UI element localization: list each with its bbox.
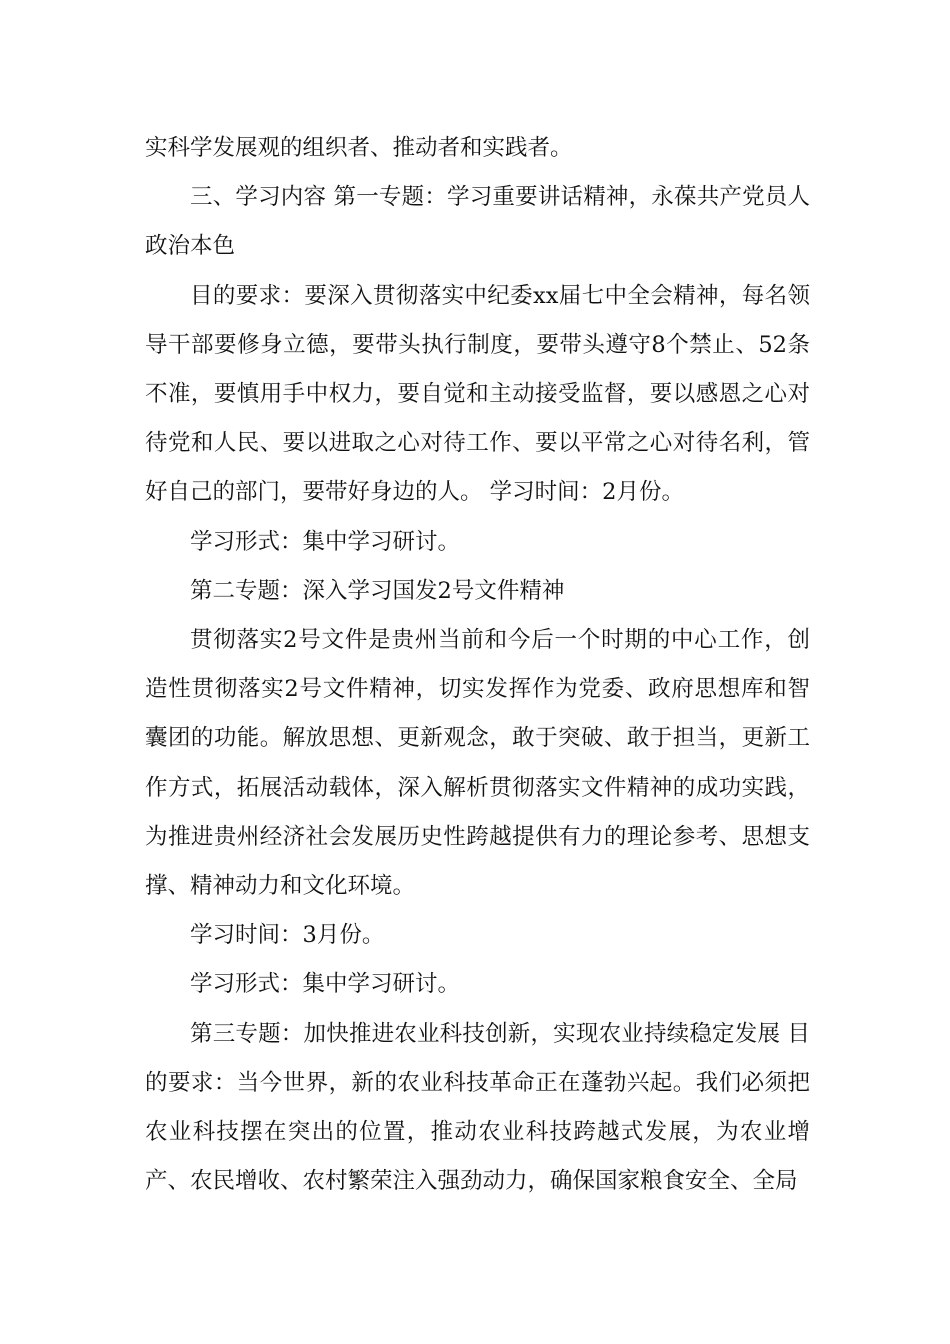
paragraph-topic-one-format: 学习形式：集中学习研讨。 (190, 528, 461, 555)
paragraph-topic-one-goals: 目的要求：要深入贯彻落实中纪委xx届七中全会精神，每名领导干部要修身立德，要带头执行制度，要带头遵守8个禁止、52条不准，要慎用手中权力，要自觉和主动接受监督，要以感恩之心对待党和人民、要以进取之心对待工作、要以平常之心对待名利，管好自己的部门，要带好身边的人。 学习时间：2月份。 (145, 282, 810, 506)
paragraph-topic-two-body: 贯彻落实2号文件是贵州当前和今后一个时期的中心工作，创造性贯彻落实2号文件精神，切实发挥作为党委、政府思想库和智囊团的功能。解放思想、更新观念，敢于突破、敢于担当，更新工作方式，拓展活动载体，深入解析贯彻落实文件精神的成功实践，为推进贵州经济社会发展历史性跨越提供有力的理论参考、思想支撑、精神动力和文化环境。 (145, 627, 810, 900)
paragraph-topic-two-heading: 第二专题：深入学习国发2号文件精神 (190, 577, 565, 604)
paragraph-continuation: 实科学发展观的组织者、推动者和实践者。 (145, 135, 573, 161)
paragraph-section-three-heading: 三、学习内容 第一专题：学习重要讲话精神，永葆共产党员人政治本色 (145, 184, 810, 260)
paragraph-topic-three: 第三专题：加快推进农业科技创新，实现农业持续稳定发展 目的要求：当今世界，新的农业科技革命正在蓬勃兴起。我们必须把农业科技摆在突出的位置，推动农业科技跨越式发展，为农业增产、农民增收、农村繁荣注入强劲动力，确保国家粮食安全、全局 (145, 1020, 810, 1195)
paragraph-topic-two-time: 学习时间：3月份。 (190, 922, 385, 949)
paragraph-topic-two-format: 学习形式：集中学习研讨。 (190, 971, 461, 998)
document-body (145, 124, 810, 1206)
